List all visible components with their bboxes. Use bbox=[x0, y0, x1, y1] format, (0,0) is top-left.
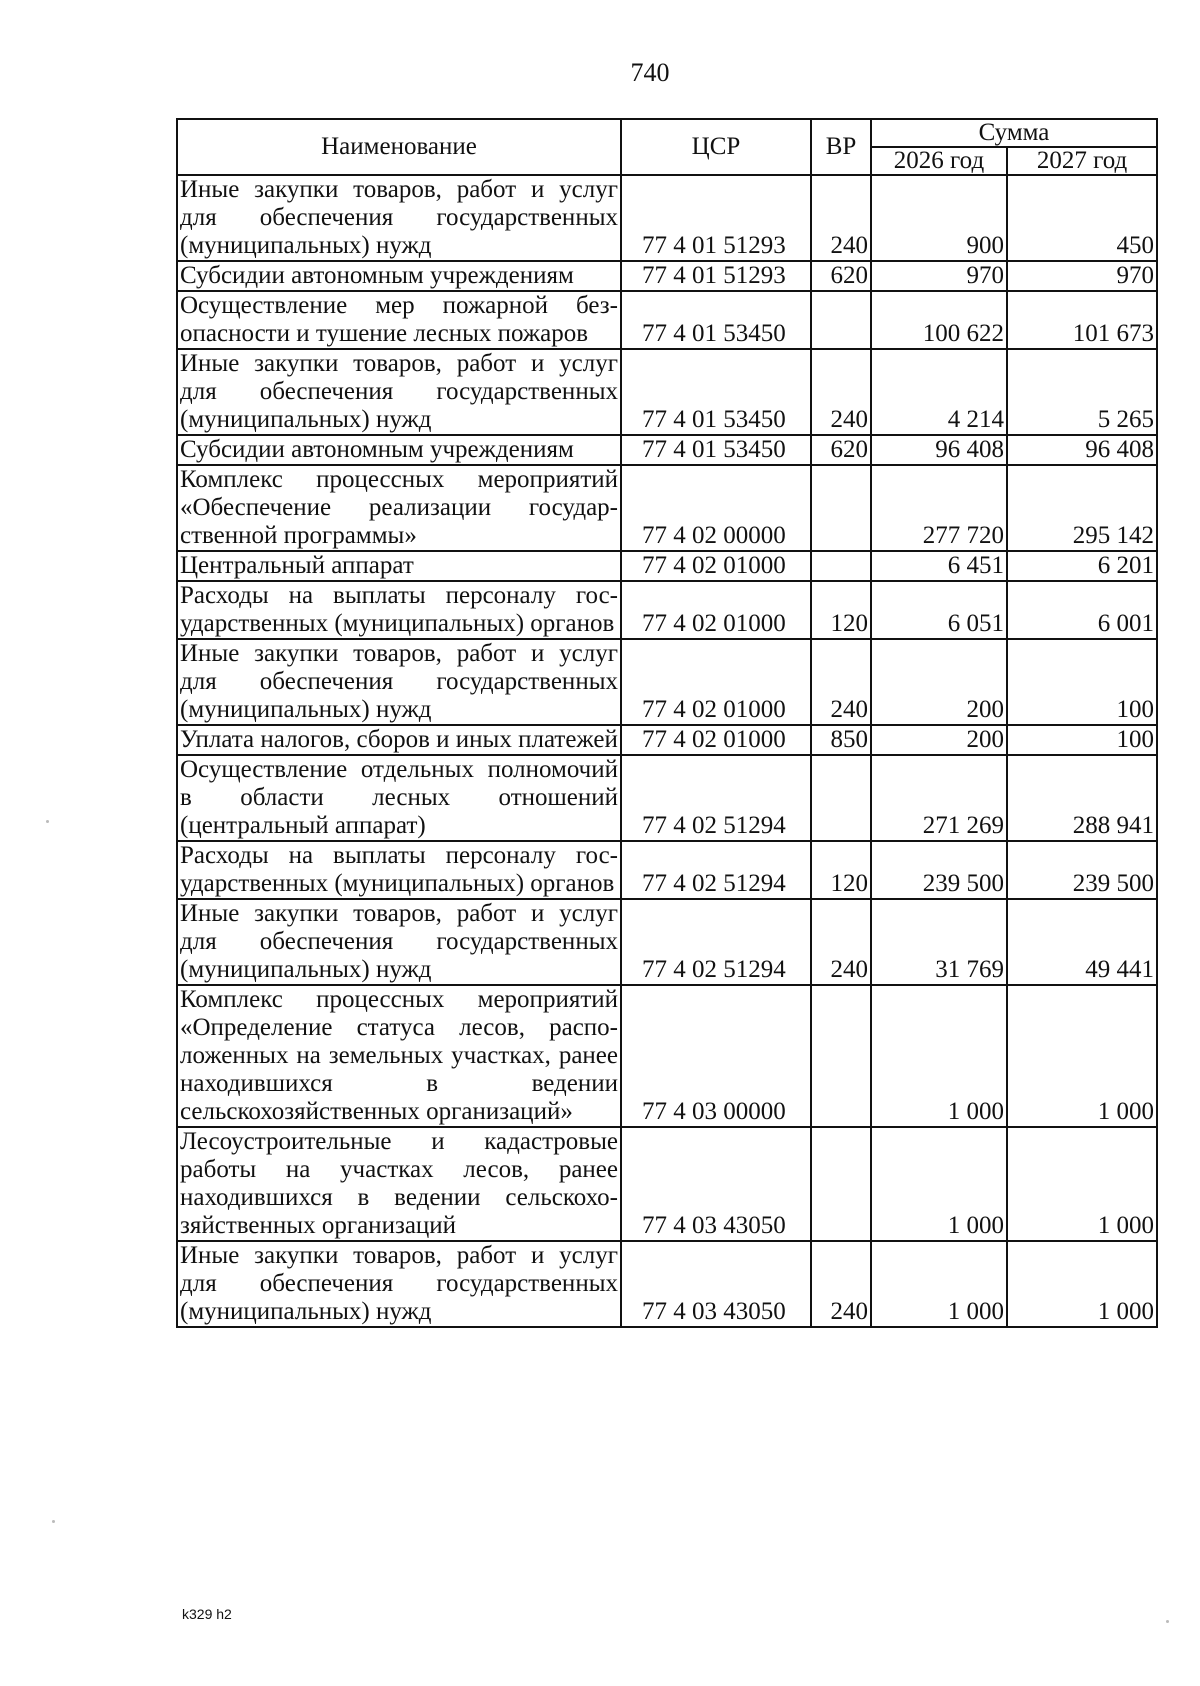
scan-speck bbox=[46, 820, 49, 823]
row-vr-cell: 620 bbox=[811, 261, 871, 291]
row-name-cell: Расходы на выплаты персоналу государственных (муниципальных) органов bbox=[177, 581, 621, 639]
row-csr-cell: 77 4 01 53450 bbox=[621, 349, 811, 435]
row-amount-2026-cell: 1 000 bbox=[871, 1127, 1007, 1241]
row-name-cell: Иные закупки товаров, работ и услуг для обеспечения государственных (муниципальных) нужд bbox=[177, 899, 621, 985]
row-csr-cell: 77 4 02 01000 bbox=[621, 639, 811, 725]
row-amount-2027-cell: 6 201 bbox=[1007, 551, 1157, 581]
table-row bbox=[177, 725, 1157, 755]
row-amount-2026-cell: 96 408 bbox=[871, 435, 1007, 465]
row-name-cell: Субсидии автономным учреждениям bbox=[177, 435, 621, 465]
row-amount-2027-cell: 101 673 bbox=[1007, 291, 1157, 349]
row-csr-cell: 77 4 01 53450 bbox=[621, 291, 811, 349]
header-year-2027: 2027 год bbox=[1007, 147, 1157, 175]
scan-speck bbox=[52, 1520, 55, 1523]
row-name-cell: Осуществление мер пожарной безопасности и тушение лесных пожаров bbox=[177, 291, 621, 349]
row-name-cell: Комплекс процессных мероприятий «Обеспечение реализации государственной программы» bbox=[177, 465, 621, 551]
table-row bbox=[177, 261, 1157, 291]
row-amount-2026-cell: 277 720 bbox=[871, 465, 1007, 551]
row-csr-cell: 77 4 02 51294 bbox=[621, 755, 811, 841]
table-row bbox=[177, 1241, 1157, 1327]
table-row bbox=[177, 465, 1157, 551]
table-body bbox=[177, 175, 1157, 1327]
row-amount-2026-cell: 1 000 bbox=[871, 985, 1007, 1127]
row-amount-2027-cell: 1 000 bbox=[1007, 985, 1157, 1127]
row-amount-2026-cell: 239 500 bbox=[871, 841, 1007, 899]
row-amount-2026-cell: 970 bbox=[871, 261, 1007, 291]
row-csr-cell: 77 4 01 53450 bbox=[621, 435, 811, 465]
row-vr-cell bbox=[811, 551, 871, 581]
row-vr-cell: 240 bbox=[811, 639, 871, 725]
table-row bbox=[177, 551, 1157, 581]
row-csr-cell: 77 4 02 01000 bbox=[621, 725, 811, 755]
row-csr-cell: 77 4 03 00000 bbox=[621, 985, 811, 1127]
row-name-cell: Субсидии автономным учреждениям bbox=[177, 261, 621, 291]
row-amount-2027-cell: 1 000 bbox=[1007, 1127, 1157, 1241]
row-name-cell: Комплекс процессных мероприятий «Определение статуса лесов, расположенных на земельных участках, ранее находившихся в ведении сельскохозяйственных организаций» bbox=[177, 985, 621, 1127]
row-vr-cell: 240 bbox=[811, 899, 871, 985]
header-vr: ВР bbox=[811, 119, 871, 175]
row-amount-2026-cell: 200 bbox=[871, 639, 1007, 725]
row-amount-2027-cell: 295 142 bbox=[1007, 465, 1157, 551]
row-name-cell: Центральный аппарат bbox=[177, 551, 621, 581]
row-vr-cell: 850 bbox=[811, 725, 871, 755]
page-number: 740 bbox=[630, 58, 670, 87]
row-vr-cell: 620 bbox=[811, 435, 871, 465]
row-amount-2027-cell: 100 bbox=[1007, 725, 1157, 755]
row-vr-cell bbox=[811, 465, 871, 551]
row-csr-cell: 77 4 02 01000 bbox=[621, 581, 811, 639]
row-amount-2026-cell: 200 bbox=[871, 725, 1007, 755]
table-row bbox=[177, 841, 1157, 899]
footer-code: k329 h2 bbox=[182, 1606, 232, 1622]
row-name-cell: Расходы на выплаты персоналу государственных (муниципальных) органов bbox=[177, 841, 621, 899]
row-amount-2027-cell: 5 265 bbox=[1007, 349, 1157, 435]
row-name-cell: Иные закупки товаров, работ и услуг для обеспечения государственных (муниципальных) нужд bbox=[177, 639, 621, 725]
table-header bbox=[177, 119, 1157, 175]
row-vr-cell bbox=[811, 755, 871, 841]
table-row bbox=[177, 985, 1157, 1127]
row-amount-2026-cell: 4 214 bbox=[871, 349, 1007, 435]
header-year-2026: 2026 год bbox=[871, 147, 1007, 175]
table-row bbox=[177, 175, 1157, 261]
row-amount-2026-cell: 31 769 bbox=[871, 899, 1007, 985]
row-name-cell: Уплата налогов, сборов и иных платежей bbox=[177, 725, 621, 755]
table-row bbox=[177, 291, 1157, 349]
table-row bbox=[177, 755, 1157, 841]
row-csr-cell: 77 4 02 00000 bbox=[621, 465, 811, 551]
budget-table bbox=[176, 118, 1158, 1328]
table-row bbox=[177, 581, 1157, 639]
row-csr-cell: 77 4 02 01000 bbox=[621, 551, 811, 581]
row-name-cell: Лесоустроительные и кадастровые работы на участках лесов, ранее находившихся в ведении сельскохозяйственных организаций bbox=[177, 1127, 621, 1241]
row-name-cell: Осуществление отдельных полномочий в области лесных отношений (центральный аппарат) bbox=[177, 755, 621, 841]
row-amount-2027-cell: 1 000 bbox=[1007, 1241, 1157, 1327]
row-vr-cell: 240 bbox=[811, 175, 871, 261]
table-row bbox=[177, 349, 1157, 435]
header-name: Наименование bbox=[177, 119, 621, 175]
row-csr-cell: 77 4 03 43050 bbox=[621, 1241, 811, 1327]
row-vr-cell bbox=[811, 291, 871, 349]
header-csr: ЦСР bbox=[621, 119, 811, 175]
scan-speck bbox=[1166, 1620, 1169, 1623]
row-csr-cell: 77 4 03 43050 bbox=[621, 1127, 811, 1241]
row-amount-2026-cell: 900 bbox=[871, 175, 1007, 261]
row-amount-2026-cell: 6 451 bbox=[871, 551, 1007, 581]
row-vr-cell bbox=[811, 1127, 871, 1241]
row-amount-2027-cell: 100 bbox=[1007, 639, 1157, 725]
row-csr-cell: 77 4 02 51294 bbox=[621, 841, 811, 899]
row-name-cell: Иные закупки товаров, работ и услуг для обеспечения государственных (муниципальных) нужд bbox=[177, 349, 621, 435]
table-row bbox=[177, 639, 1157, 725]
row-amount-2027-cell: 288 941 bbox=[1007, 755, 1157, 841]
header-sum: Сумма bbox=[871, 119, 1157, 147]
table-row bbox=[177, 435, 1157, 465]
row-amount-2027-cell: 6 001 bbox=[1007, 581, 1157, 639]
row-csr-cell: 77 4 01 51293 bbox=[621, 175, 811, 261]
row-amount-2027-cell: 970 bbox=[1007, 261, 1157, 291]
row-vr-cell bbox=[811, 985, 871, 1127]
row-csr-cell: 77 4 02 51294 bbox=[621, 899, 811, 985]
row-csr-cell: 77 4 01 51293 bbox=[621, 261, 811, 291]
row-name-cell: Иные закупки товаров, работ и услуг для обеспечения государственных (муниципальных) нужд bbox=[177, 175, 621, 261]
table-row bbox=[177, 1127, 1157, 1241]
row-amount-2026-cell: 100 622 bbox=[871, 291, 1007, 349]
row-amount-2026-cell: 6 051 bbox=[871, 581, 1007, 639]
row-vr-cell: 120 bbox=[811, 581, 871, 639]
row-name-cell: Иные закупки товаров, работ и услуг для обеспечения государственных (муниципальных) нужд bbox=[177, 1241, 621, 1327]
row-vr-cell: 240 bbox=[811, 349, 871, 435]
row-vr-cell: 240 bbox=[811, 1241, 871, 1327]
row-amount-2027-cell: 49 441 bbox=[1007, 899, 1157, 985]
row-amount-2026-cell: 271 269 bbox=[871, 755, 1007, 841]
table-row bbox=[177, 899, 1157, 985]
row-amount-2027-cell: 450 bbox=[1007, 175, 1157, 261]
row-amount-2026-cell: 1 000 bbox=[871, 1241, 1007, 1327]
row-amount-2027-cell: 96 408 bbox=[1007, 435, 1157, 465]
row-vr-cell: 120 bbox=[811, 841, 871, 899]
row-amount-2027-cell: 239 500 bbox=[1007, 841, 1157, 899]
